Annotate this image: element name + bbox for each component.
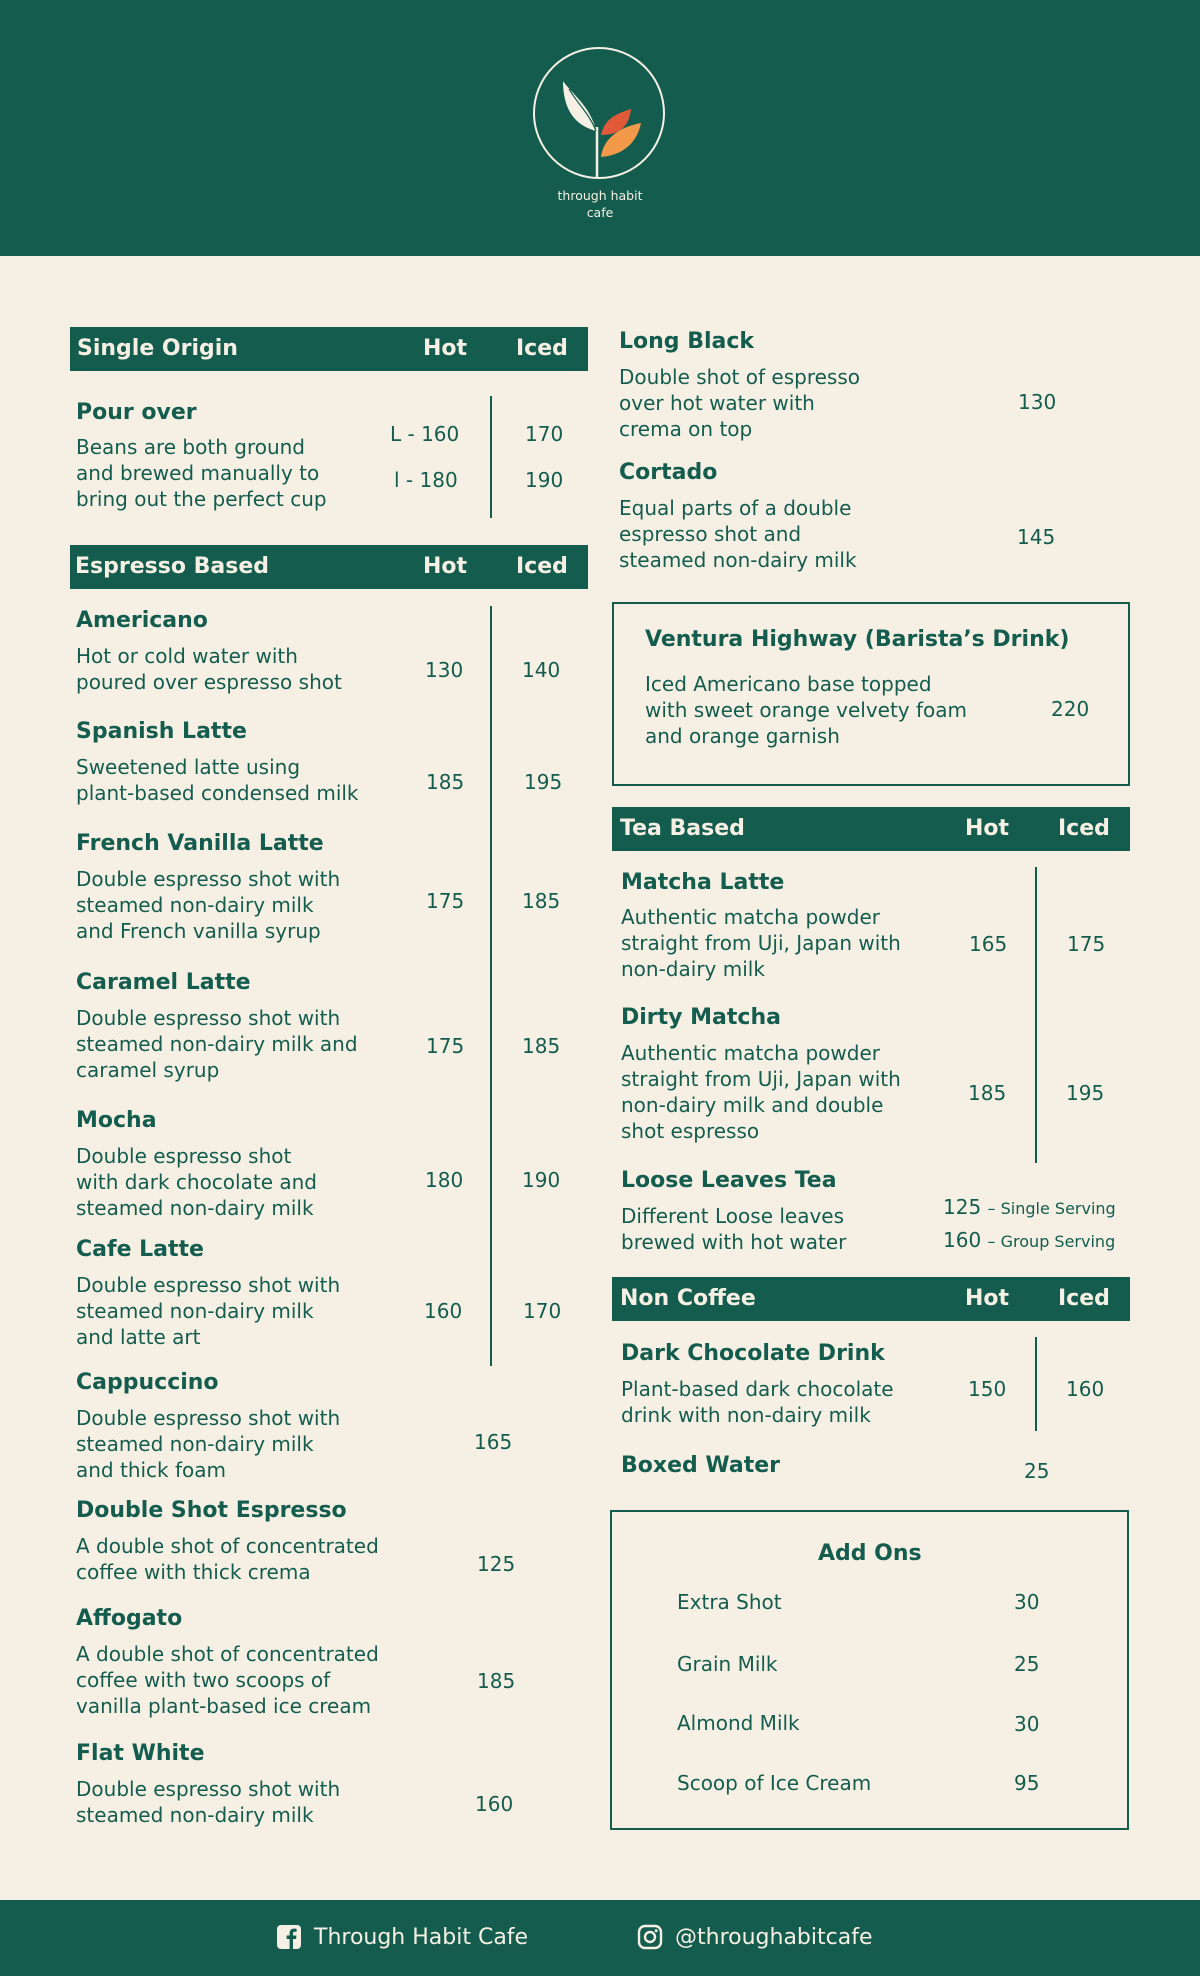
item-description: Double espresso shot with steamed non-dairy milk xyxy=(76,1777,341,1827)
instagram-icon xyxy=(637,1924,663,1950)
price: 160 xyxy=(475,1792,514,1816)
item-name: Americano xyxy=(76,608,208,633)
footer xyxy=(0,1900,1200,1976)
item-name: Loose Leaves Tea xyxy=(621,1168,837,1193)
price-hot: 165 xyxy=(969,932,1008,956)
facebook-handle: Through Habit Cafe xyxy=(314,1924,529,1950)
section-tea-based-header xyxy=(612,807,1130,851)
add-on-price: 30 xyxy=(1014,1590,1040,1614)
column-divider xyxy=(1035,1337,1037,1431)
item-description: Sweetened latte using plant-based condensed milk xyxy=(76,755,359,805)
logo-text: through habit cafe xyxy=(557,188,643,220)
price-hot: 175 xyxy=(426,889,465,913)
price: 130 xyxy=(1018,390,1057,414)
price-iced: 195 xyxy=(524,770,563,794)
price-iced: 170 xyxy=(523,1299,562,1323)
item-description: Authentic matcha powder straight from Uji, Japan with non-dairy milk and double shot espresso xyxy=(621,1041,901,1143)
item-description: Double shot of espresso over hot water with crema on top xyxy=(619,365,860,441)
section-espresso-based-header xyxy=(70,545,588,589)
item-description: A double shot of concentrated coffee with thick crema xyxy=(76,1534,379,1584)
price: 160 xyxy=(943,1228,982,1252)
add-on-name: Extra Shot xyxy=(677,1590,782,1614)
price-iced: 195 xyxy=(1066,1081,1105,1105)
price-iced: 190 xyxy=(525,468,564,492)
leaf-logo-icon xyxy=(533,47,665,179)
iced-column-header: Iced xyxy=(1058,816,1110,841)
item-description: Double espresso shot with steamed non-dairy milk and caramel syrup xyxy=(76,1006,358,1082)
column-divider xyxy=(490,606,492,1366)
item-name: Pour over xyxy=(76,400,197,425)
price-hot: 175 xyxy=(426,1034,465,1058)
price: 145 xyxy=(1017,525,1056,549)
item-name: Double Shot Espresso xyxy=(76,1498,347,1523)
hot-column-header: Hot xyxy=(423,336,468,361)
item-name: Boxed Water xyxy=(621,1453,781,1478)
item-description: Authentic matcha powder straight from Uji, Japan with non-dairy milk xyxy=(621,905,901,981)
price-hot: L - 160 xyxy=(390,422,460,446)
price-iced: 170 xyxy=(525,422,564,446)
item-description: Double espresso shot with steamed non-dairy milk and French vanilla syrup xyxy=(76,867,341,943)
item-description: Equal parts of a double espresso shot and steamed non-dairy milk xyxy=(619,496,857,572)
serving-label: – Single Serving xyxy=(987,1199,1116,1218)
section-title: Tea Based xyxy=(620,816,745,841)
price-hot: 185 xyxy=(426,770,465,794)
column-divider xyxy=(1035,867,1037,1163)
add-on-price: 25 xyxy=(1014,1652,1040,1676)
add-ons-title: Add Ons xyxy=(818,1541,922,1566)
price-iced: 190 xyxy=(522,1168,561,1192)
iced-column-header: Iced xyxy=(1058,1286,1110,1311)
add-on-name: Almond Milk xyxy=(677,1711,800,1735)
item-name: Dirty Matcha xyxy=(621,1005,781,1030)
price: 125 xyxy=(943,1195,982,1219)
item-name: Cafe Latte xyxy=(76,1237,204,1262)
price-hot: 130 xyxy=(425,658,464,682)
item-name: Caramel Latte xyxy=(76,970,251,995)
price: 125 xyxy=(477,1552,516,1576)
price: 185 xyxy=(477,1669,516,1693)
price-iced: 185 xyxy=(522,1034,561,1058)
item-name: French Vanilla Latte xyxy=(76,831,324,856)
item-description: Beans are both ground and brewed manually to bring out the perfect cup xyxy=(76,435,327,511)
price: 220 xyxy=(1051,697,1090,721)
item-description: Double espresso shot with steamed non-dairy milk and thick foam xyxy=(76,1406,341,1482)
item-description: Different Loose leaves brewed with hot water xyxy=(621,1204,847,1254)
section-single-origin-header xyxy=(70,327,588,371)
item-name: Dark Chocolate Drink xyxy=(621,1341,885,1366)
item-description: Plant-based dark chocolate drink with non-dairy milk xyxy=(621,1377,894,1427)
facebook-icon xyxy=(276,1924,302,1950)
item-description: Iced Americano base topped with sweet orange velvety foam and orange garnish xyxy=(645,672,968,748)
instagram-link[interactable] xyxy=(637,1924,872,1950)
group-serving-price xyxy=(943,1228,1115,1252)
price-iced: 160 xyxy=(1066,1377,1105,1401)
iced-column-header: Iced xyxy=(516,554,568,579)
hot-column-header: Hot xyxy=(423,554,468,579)
price-iced: 140 xyxy=(522,658,561,682)
price: 25 xyxy=(1024,1459,1050,1483)
item-description: Double espresso shot with steamed non-dairy milk and latte art xyxy=(76,1273,341,1349)
add-on-name: Grain Milk xyxy=(677,1652,778,1676)
facebook-link[interactable] xyxy=(276,1924,528,1950)
add-on-price: 95 xyxy=(1014,1771,1040,1795)
single-serving-price xyxy=(943,1195,1116,1219)
item-name: Matcha Latte xyxy=(621,870,785,895)
item-name: Affogato xyxy=(76,1606,183,1631)
price-iced: 185 xyxy=(522,889,561,913)
price-hot: l - 180 xyxy=(394,468,458,492)
add-on-price: 30 xyxy=(1014,1712,1040,1736)
item-description: A double shot of concentrated coffee with two scoops of vanilla plant-based ice cream xyxy=(76,1642,379,1718)
serving-label: – Group Serving xyxy=(987,1232,1116,1251)
price-hot: 185 xyxy=(968,1081,1007,1105)
item-name: Mocha xyxy=(76,1108,157,1133)
section-non-coffee-header xyxy=(612,1277,1130,1321)
item-description: Hot or cold water with poured over espresso shot xyxy=(76,644,342,694)
price-hot: 150 xyxy=(968,1377,1007,1401)
hot-column-header: Hot xyxy=(965,1286,1010,1311)
section-title: Non Coffee xyxy=(620,1286,756,1311)
price-hot: 160 xyxy=(424,1299,463,1323)
item-name: Cappuccino xyxy=(76,1370,219,1395)
item-name: Spanish Latte xyxy=(76,719,247,744)
item-description: Double espresso shot with dark chocolate and steamed non-dairy milk xyxy=(76,1144,317,1220)
column-divider xyxy=(490,396,492,518)
price: 165 xyxy=(474,1430,513,1454)
item-name: Flat White xyxy=(76,1741,205,1766)
section-title: Espresso Based xyxy=(75,554,269,579)
logo xyxy=(533,47,665,179)
price-iced: 175 xyxy=(1067,932,1106,956)
item-name: Cortado xyxy=(619,460,718,485)
price-hot: 180 xyxy=(425,1168,464,1192)
iced-column-header: Iced xyxy=(516,336,568,361)
instagram-handle: @throughabitcafe xyxy=(675,1924,873,1950)
barista-drink-name: Ventura Highway (Barista’s Drink) xyxy=(645,627,1070,652)
item-name: Long Black xyxy=(619,329,755,354)
header xyxy=(0,0,1200,256)
hot-column-header: Hot xyxy=(965,816,1010,841)
add-on-name: Scoop of Ice Cream xyxy=(677,1771,872,1795)
section-title: Single Origin xyxy=(77,336,238,361)
